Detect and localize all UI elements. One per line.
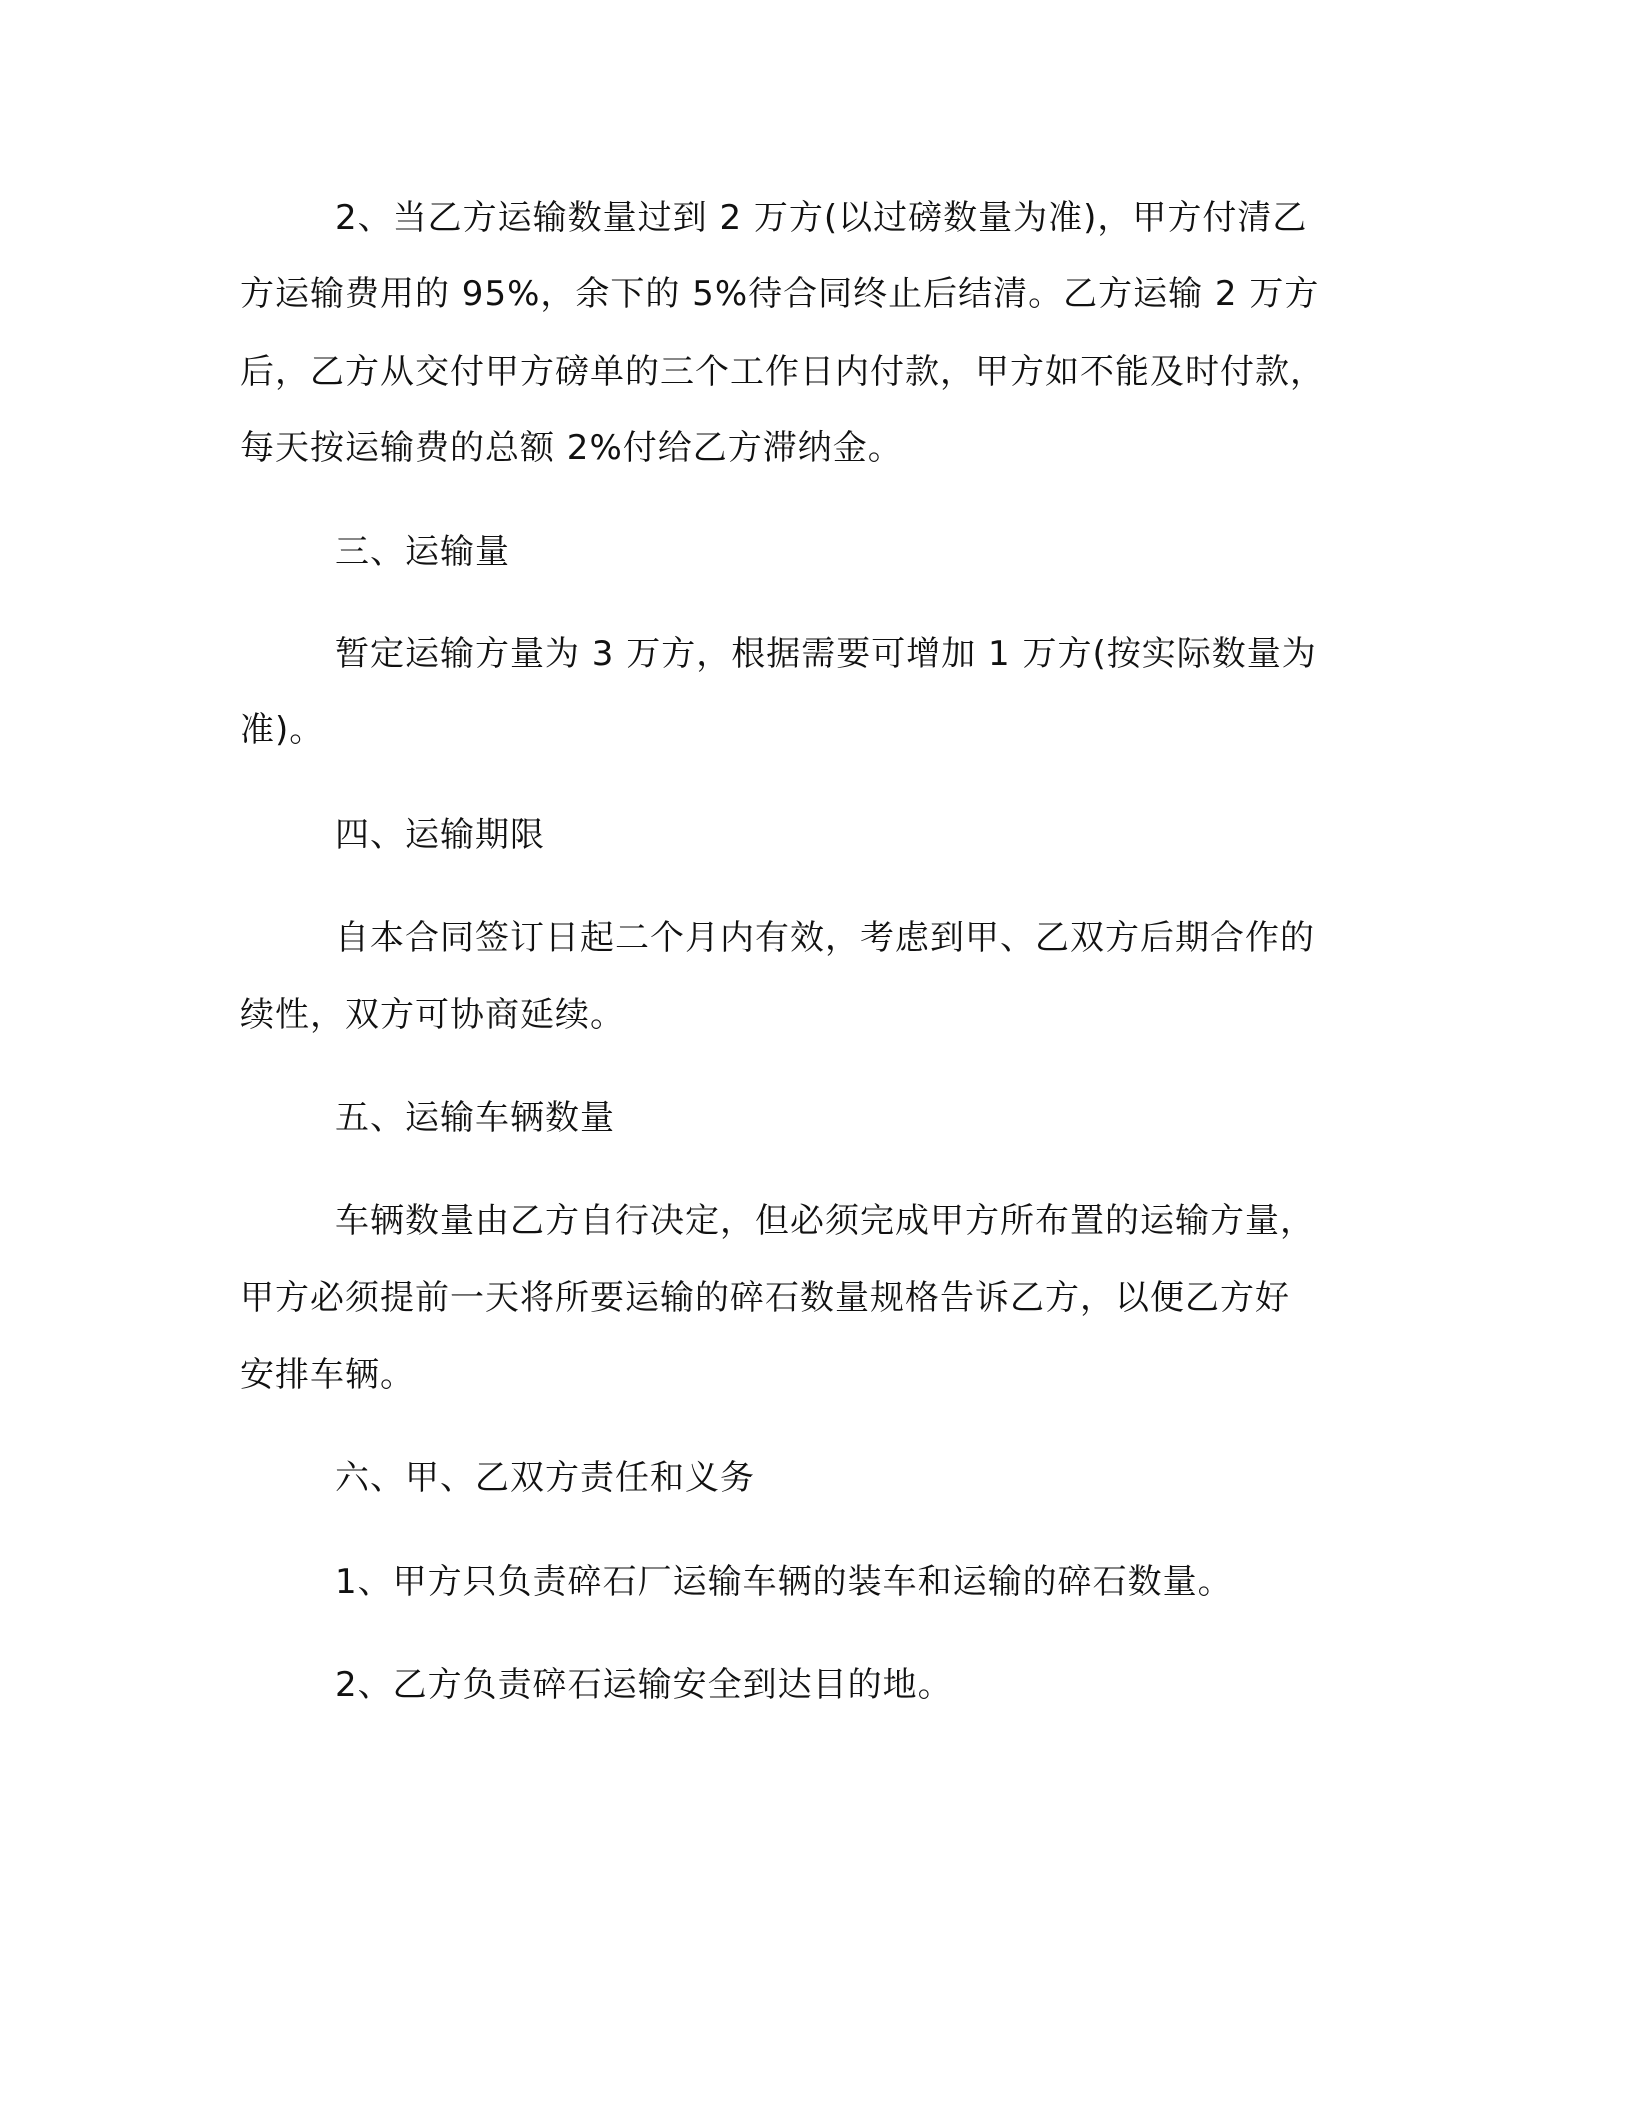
paragraph-line: 甲方必须提前一天将所要运输的碎石数量规格告诉乙方，以便乙方好 — [240, 1278, 1290, 1318]
paragraph-line: 车辆数量由乙方自行决定，但必须完成甲方所布置的运输方量， — [335, 1201, 1315, 1241]
paragraph-line: 准)。 — [240, 710, 325, 750]
paragraph-line: 自本合同签订日起二个月内有效，考虑到甲、乙双方后期合作的 — [335, 918, 1315, 958]
paragraph-line: 安排车辆。 — [240, 1355, 415, 1395]
paragraph-line: 续性，双方可协商延续。 — [240, 995, 625, 1035]
paragraph-line: 后，乙方从交付甲方磅单的三个工作日内付款，甲方如不能及时付款， — [240, 352, 1325, 392]
section-heading: 三、运输量 — [335, 532, 510, 572]
section-heading: 六、甲、乙双方责任和义务 — [335, 1458, 755, 1498]
section-heading: 四、运输期限 — [335, 815, 545, 855]
paragraph-line: 2、当乙方运输数量过到 2 万方(以过磅数量为准)，甲方付清乙 — [335, 198, 1308, 238]
paragraph-line: 2、乙方负责碎石运输安全到达目的地。 — [335, 1665, 953, 1705]
paragraph-line: 1、甲方只负责碎石厂运输车辆的装车和运输的碎石数量。 — [335, 1562, 1233, 1602]
paragraph-line: 每天按运输费的总额 2%付给乙方滞纳金。 — [240, 428, 903, 468]
paragraph-line: 方运输费用的 95%，余下的 5%待合同终止后结清。乙方运输 2 万方 — [240, 274, 1320, 314]
section-heading: 五、运输车辆数量 — [335, 1098, 615, 1138]
paragraph-line: 暂定运输方量为 3 万方，根据需要可增加 1 万方(按实际数量为 — [335, 634, 1317, 674]
